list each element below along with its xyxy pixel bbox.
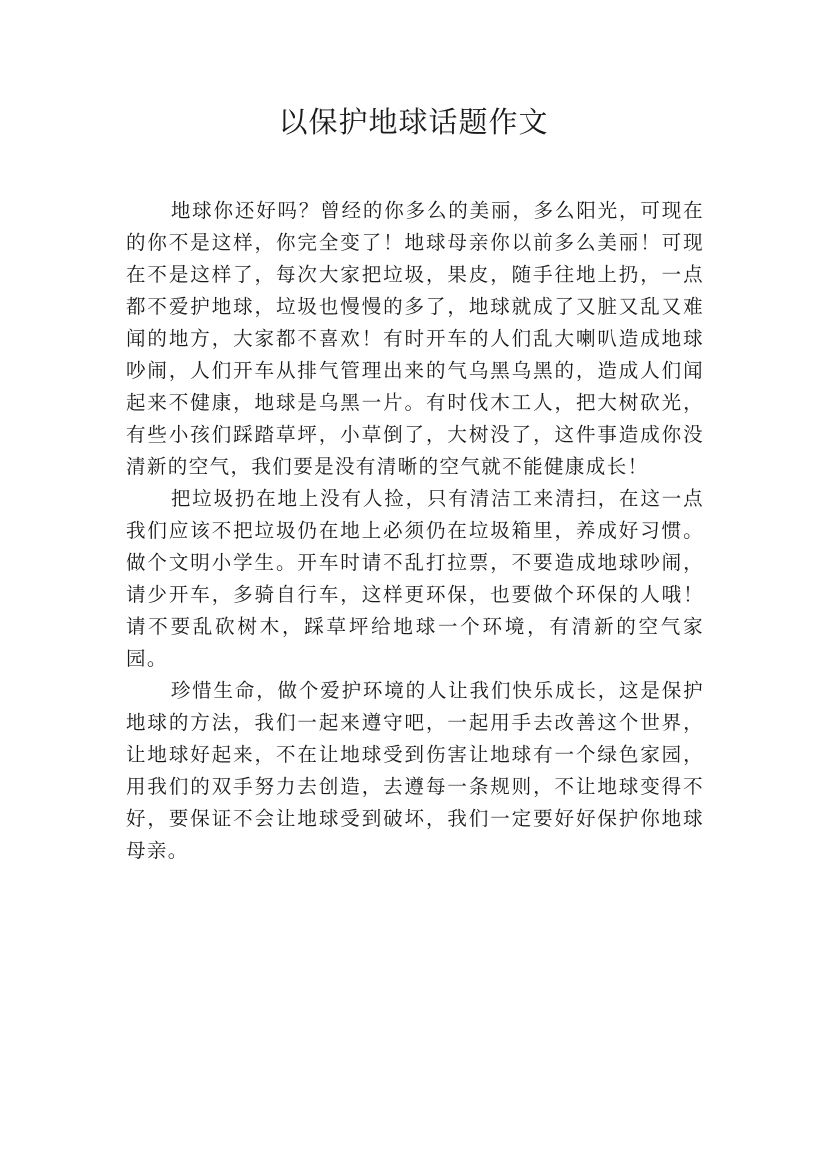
document-body — [126, 195, 704, 867]
paragraph-3: 珍惜生命，做个爱护环境的人让我们快乐成长，这是保护地球的方法，我们一起来遵守吧，一起用手去改善这个世界，让地球好起来，不在让地球受到伤害让地球有一个绿色家园，用我们的双手努力去创造，去遵每一条规则，不让地球变得不好，要保证不会让地球受到破坏，我们一定要好好保护你地球母亲。 — [126, 679, 704, 862]
paragraph-2: 把垃圾扔在地上没有人捡，只有清洁工来清扫，在这一点我们应该不把垃圾仍在地上必须仍在垃圾箱里，养成好习惯。做个文明小学生。开车时请不乱打拉票，不要造成地球吵闹，请少开车，多骑自行车，这样更环保，也要做个环保的人哦！请不要乱砍树木，踩草坪给地球一个环境，有清新的空气家园。 — [126, 487, 704, 670]
document-title: 以保护地球话题作文 — [278, 105, 549, 139]
paragraph-1: 地球你还好吗？曾经的你多么的美丽，多么阳光，可现在的你不是这样，你完全变了！地球母亲你以前多么美丽！可现在不是这样了，每次大家把垃圾，果皮，随手往地上扔，一点都不爱护地球，垃圾也慢慢的多了，地球就成了又脏又乱又难闻的地方，大家都不喜欢！有时开车的人们乱大喇叭造成地球吵闹，人们开车从排气管理出来的气乌黑乌黑的，造成人们闻起来不健康，地球是乌黑一片。有时伐木工人，把大树砍光，有些小孩们踩踏草坪，小草倒了，大树没了，这件事造成你没清新的空气，我们要是没有清晰的空气就不能健康成长！ — [126, 199, 704, 478]
